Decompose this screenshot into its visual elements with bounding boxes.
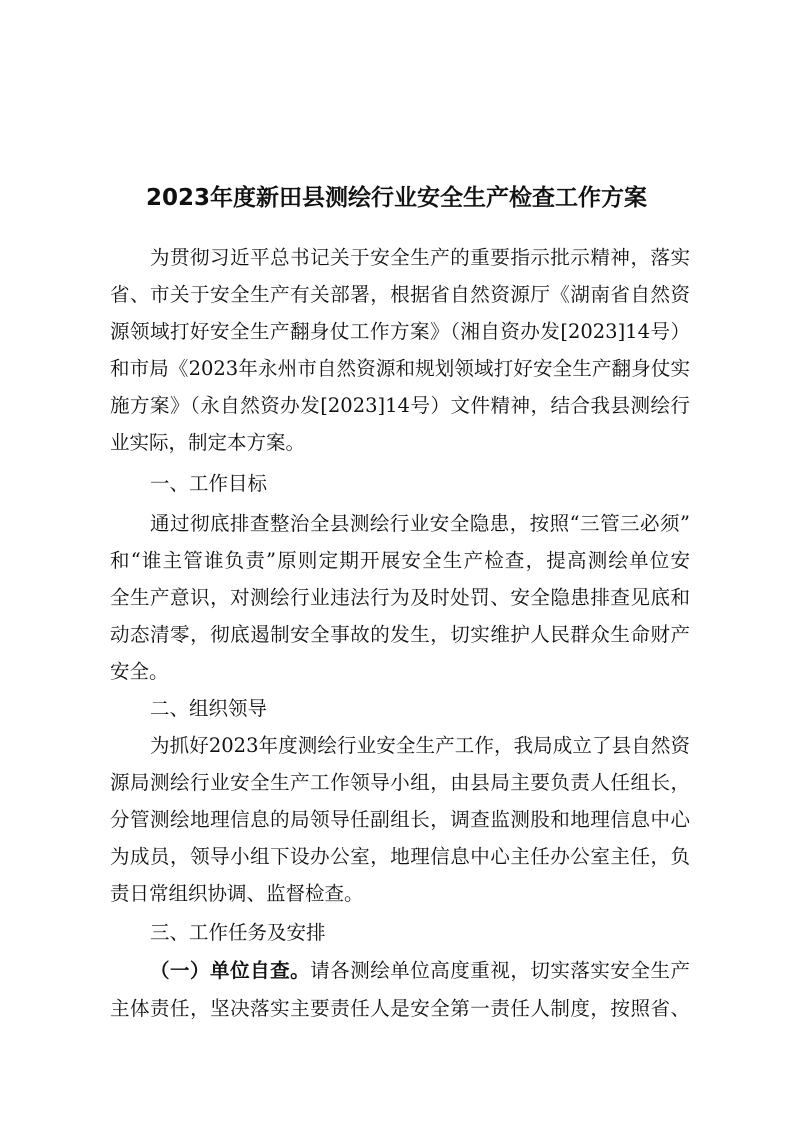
intro-line-3: 源领域打好安全生产翻身仗工作方案》（湘自资办发[2023]14号） xyxy=(110,320,690,343)
section3-line-1-text: 请各测绘单位高度重视，切实落实安全生产 xyxy=(310,959,690,982)
section1-line-3: 全生产意识，对测绘行业违法行为及时处罚、安全隐患排查见底和 xyxy=(110,586,690,609)
intro-line-4: 和市局《2023年永州市自然资源和规划领域打好安全生产翻身仗实 xyxy=(110,357,690,380)
subsection-lead-self-check: （一）单位自查。 xyxy=(150,959,311,982)
intro-line-1: 为贯彻习近平总书记关于安全生产的重要指示批示精神，落实 xyxy=(150,246,690,269)
section2-line-1: 为抓好2023年度测绘行业安全生产工作，我局成立了县自然资 xyxy=(150,734,690,757)
section-heading-organization: 二、组织领导 xyxy=(150,697,268,720)
intro-line-2: 省、市关于安全生产有关部署，根据省自然资源厅《湖南省自然资 xyxy=(110,283,690,306)
section1-line-4: 动态清零，彻底遏制安全事故的发生，切实维护人民群众生命财产 xyxy=(110,623,690,646)
section3-line-2: 主体责任，坚决落实主要责任人是安全第一责任人制度，按照省、 xyxy=(110,997,690,1020)
section2-line-2: 源局测绘行业安全生产工作领导小组，由县局主要负责人任组长， xyxy=(110,771,690,794)
intro-line-6: 业实际，制定本方案。 xyxy=(110,431,306,454)
section1-line-1: 通过彻底排查整治全县测绘行业安全隐患，按照“三管三必须” xyxy=(150,512,690,535)
section1-line-5: 安全。 xyxy=(110,660,169,683)
section-heading-tasks: 三、工作任务及安排 xyxy=(150,921,326,944)
section2-line-3: 分管测绘地理信息的局领导任副组长，调查监测股和地理信息中心 xyxy=(110,808,690,831)
section2-line-5: 责日常组织协调、监督检查。 xyxy=(110,882,364,905)
document-title: 2023年度新田县测绘行业安全生产检查工作方案 xyxy=(145,185,647,211)
section1-line-2: 和“谁主管谁负责”原则定期开展安全生产检查，提高测绘单位安 xyxy=(110,549,690,572)
section3-line-1 xyxy=(150,956,690,986)
section-heading-goals: 一、工作目标 xyxy=(150,472,268,495)
intro-line-5: 施方案》（永自然资办发[2023]14号）文件精神，结合我县测绘行 xyxy=(110,394,690,417)
section2-line-4: 为成员，领导小组下设办公室，地理信息中心主任办公室主任，负 xyxy=(110,845,690,868)
